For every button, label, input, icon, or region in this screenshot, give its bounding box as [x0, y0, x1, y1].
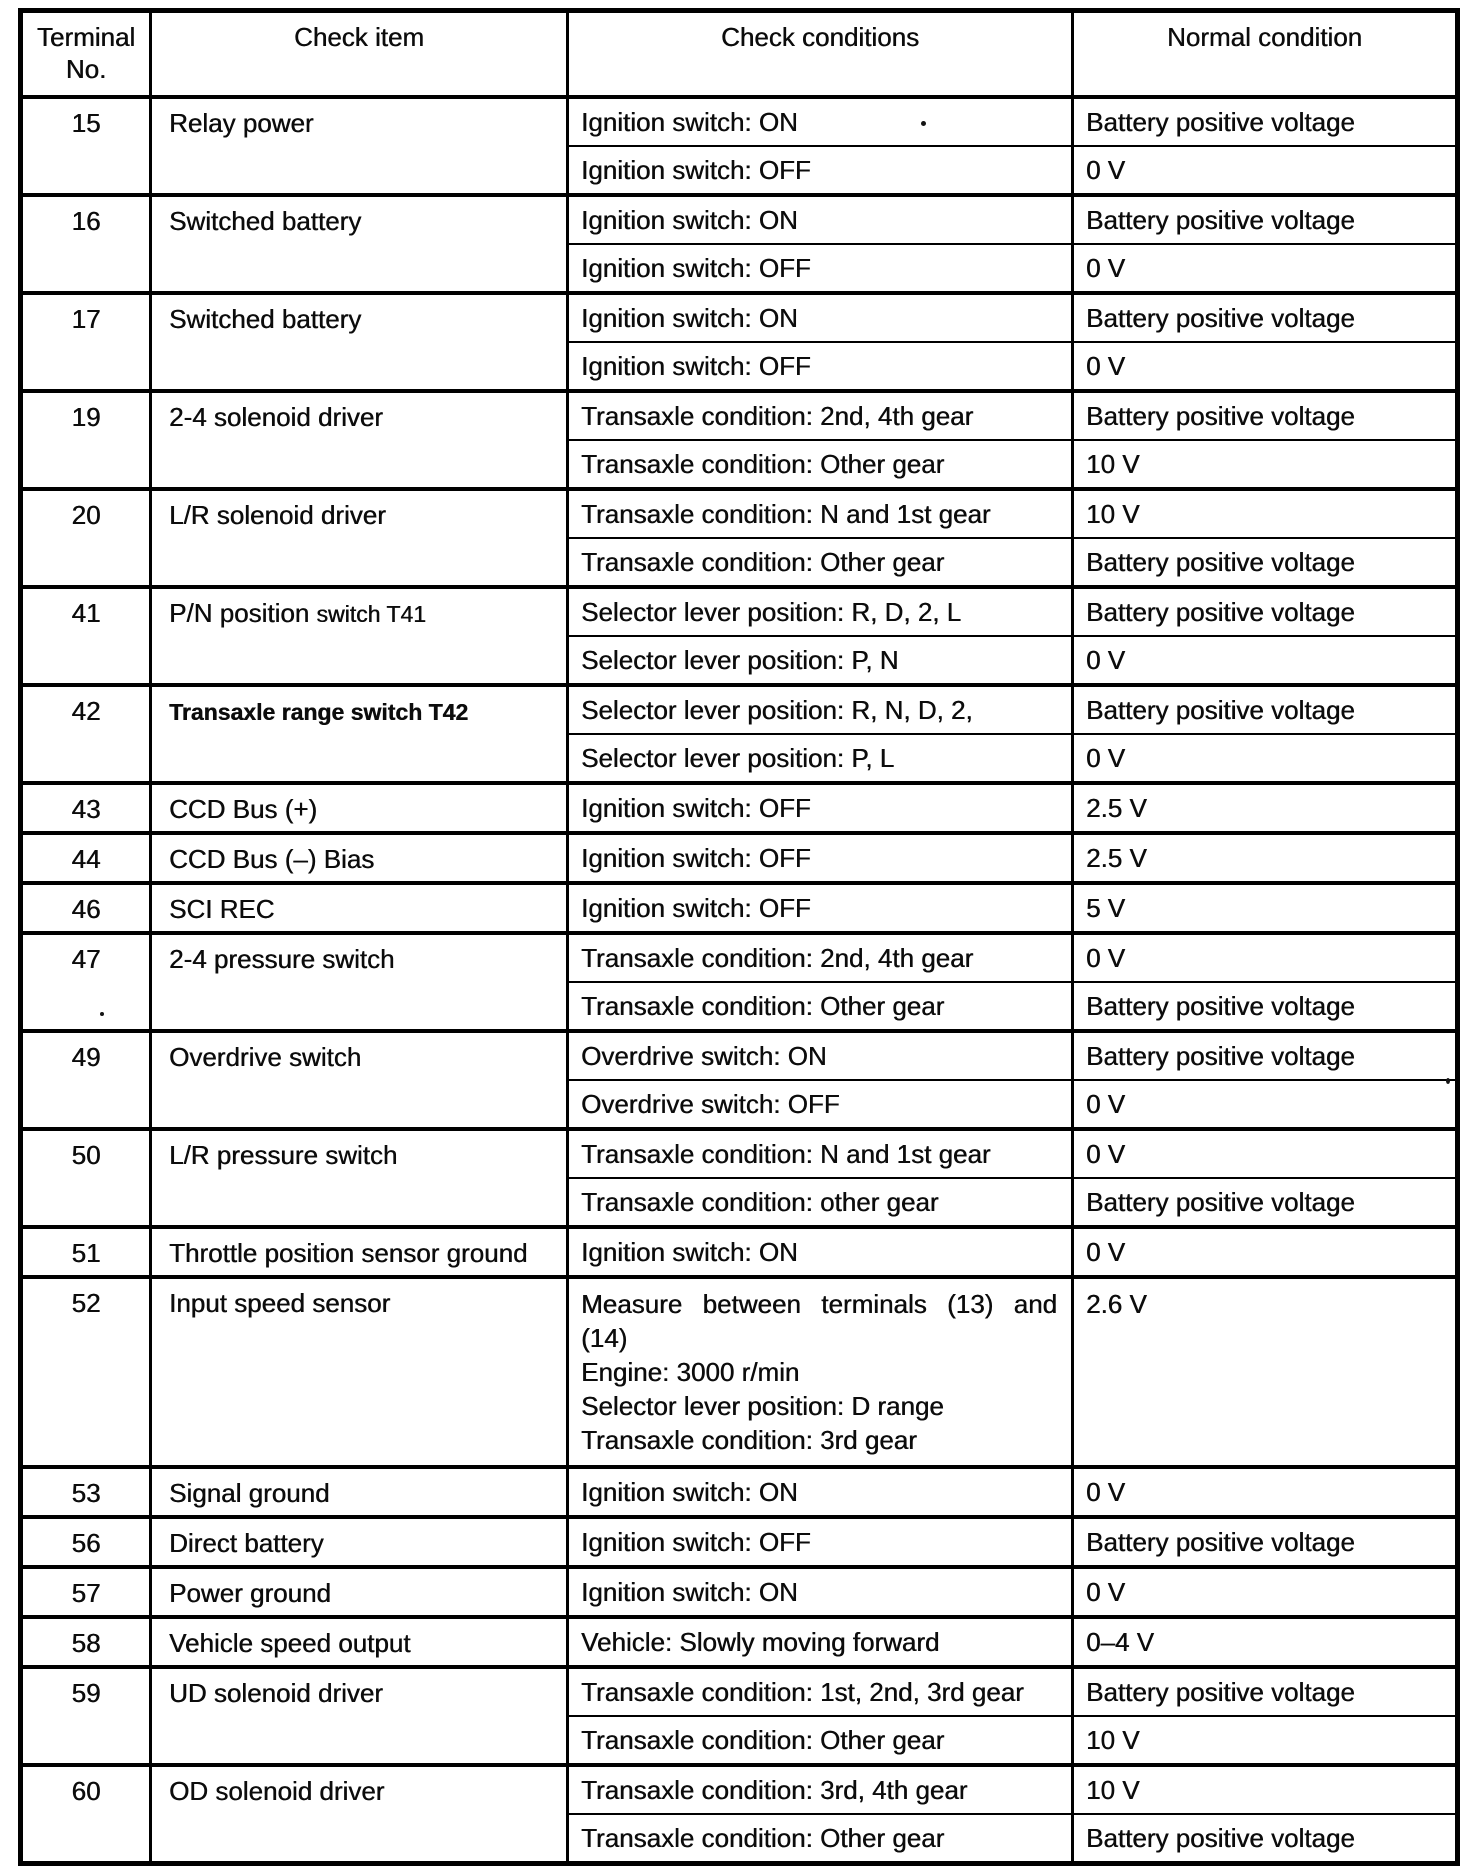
- scan-speck: [100, 1012, 104, 1016]
- column-header-check-item: Check item: [151, 11, 568, 98]
- check-condition-line: Transaxle condition: 3rd gear: [581, 1425, 917, 1455]
- scan-speck: [1446, 1078, 1450, 1084]
- terminal-number-cell: 15: [21, 97, 151, 195]
- check-condition-line: Engine: 3000 r/min: [581, 1357, 800, 1387]
- check-condition-cell: Ignition switch: OFF: [568, 783, 1073, 833]
- terminal-number-cell: 43: [21, 783, 151, 833]
- table-row: [21, 1031, 1458, 1080]
- terminal-number-cell: 51: [21, 1227, 151, 1277]
- normal-condition-cell: Battery positive voltage: [1073, 538, 1458, 587]
- check-item-cell: Power ground: [151, 1567, 568, 1617]
- check-item-cell: L/R pressure switch: [151, 1129, 568, 1227]
- terminal-number-cell: 60: [21, 1765, 151, 1864]
- terminal-number-cell: 41: [21, 587, 151, 685]
- normal-condition-cell: Battery positive voltage: [1073, 1814, 1458, 1864]
- check-item-cell: OD solenoid driver: [151, 1765, 568, 1864]
- normal-condition-cell: 10 V: [1073, 440, 1458, 489]
- check-item-cell: Switched battery: [151, 195, 568, 293]
- check-item-cell: Input speed sensor: [151, 1277, 568, 1467]
- check-condition-cell: Transaxle condition: other gear: [568, 1178, 1073, 1227]
- terminal-number-cell: 16: [21, 195, 151, 293]
- check-condition-cell: [568, 1277, 1073, 1467]
- check-item-cell: [151, 587, 568, 685]
- table-row: [21, 489, 1458, 538]
- normal-condition-cell: 0 V: [1073, 342, 1458, 391]
- terminal-number-cell: 53: [21, 1467, 151, 1517]
- table-row: [21, 1277, 1458, 1467]
- normal-condition-cell: Battery positive voltage: [1073, 1517, 1458, 1567]
- normal-condition-cell: 0 V: [1073, 1080, 1458, 1129]
- check-condition-cell: Ignition switch: OFF: [568, 244, 1073, 293]
- check-item-cell: 2-4 solenoid driver: [151, 391, 568, 489]
- normal-condition-cell: 0 V: [1073, 146, 1458, 195]
- check-item-cell: Vehicle speed output: [151, 1617, 568, 1667]
- check-condition-cell: Overdrive switch: OFF: [568, 1080, 1073, 1129]
- check-item-cell: Signal ground: [151, 1467, 568, 1517]
- scan-speck: [921, 121, 926, 126]
- normal-condition-cell: 10 V: [1073, 1765, 1458, 1814]
- check-item-cell: L/R solenoid driver: [151, 489, 568, 587]
- check-condition-cell: Ignition switch: OFF: [568, 146, 1073, 195]
- normal-condition-cell: Battery positive voltage: [1073, 97, 1458, 146]
- table-row: [21, 293, 1458, 342]
- terminal-number-cell: 59: [21, 1667, 151, 1765]
- check-item-text: Transaxle range switch T42: [169, 699, 469, 725]
- terminal-number-cell: 58: [21, 1617, 151, 1667]
- normal-condition-cell: 0 V: [1073, 933, 1458, 982]
- normal-condition-cell: 0–4 V: [1073, 1617, 1458, 1667]
- normal-condition-cell: Battery positive voltage: [1073, 293, 1458, 342]
- check-item-cell: [151, 685, 568, 783]
- check-condition-cell: Ignition switch: ON: [568, 1467, 1073, 1517]
- check-condition-cell: Ignition switch: ON: [568, 1567, 1073, 1617]
- normal-condition-cell: 0 V: [1073, 636, 1458, 685]
- check-condition-cell: Transaxle condition: Other gear: [568, 982, 1073, 1031]
- table-body: [21, 97, 1458, 1864]
- terminal-number-cell: 49: [21, 1031, 151, 1129]
- normal-condition-cell: 2.5 V: [1073, 833, 1458, 883]
- table-row: [21, 685, 1458, 734]
- check-condition-line: Measure between terminals (13) and (14): [581, 1289, 1057, 1353]
- table-row: [21, 1765, 1458, 1814]
- terminal-check-table: [18, 8, 1460, 1866]
- check-item-cell: Overdrive switch: [151, 1031, 568, 1129]
- check-item-cell: Direct battery: [151, 1517, 568, 1567]
- check-condition-cell: Transaxle condition: Other gear: [568, 538, 1073, 587]
- check-item-cell: 2-4 pressure switch: [151, 933, 568, 1031]
- normal-condition-cell: 0 V: [1073, 1129, 1458, 1178]
- check-condition-cell: Ignition switch: OFF: [568, 883, 1073, 933]
- check-condition-cell: Ignition switch: ON: [568, 293, 1073, 342]
- normal-condition-cell: Battery positive voltage: [1073, 391, 1458, 440]
- check-condition-cell: Transaxle condition: Other gear: [568, 440, 1073, 489]
- check-condition-cell: Ignition switch: OFF: [568, 342, 1073, 391]
- check-condition-cell: Vehicle: Slowly moving forward: [568, 1617, 1073, 1667]
- normal-condition-cell: Battery positive voltage: [1073, 982, 1458, 1031]
- normal-condition-cell: 0 V: [1073, 1467, 1458, 1517]
- terminal-number-cell: 50: [21, 1129, 151, 1227]
- check-condition-cell: Selector lever position: R, D, 2, L: [568, 587, 1073, 636]
- check-condition-cell: Overdrive switch: ON: [568, 1031, 1073, 1080]
- normal-condition-cell: 0 V: [1073, 1567, 1458, 1617]
- normal-condition-cell: 0 V: [1073, 734, 1458, 783]
- terminal-number-cell: 57: [21, 1567, 151, 1617]
- normal-condition-cell: Battery positive voltage: [1073, 685, 1458, 734]
- terminal-number-cell: 56: [21, 1517, 151, 1567]
- check-condition-cell: Selector lever position: P, L: [568, 734, 1073, 783]
- check-condition-cell: Ignition switch: ON: [568, 97, 1073, 146]
- check-condition-cell: Transaxle condition: N and 1st gear: [568, 1129, 1073, 1178]
- terminal-number-cell: 44: [21, 833, 151, 883]
- normal-condition-cell: 10 V: [1073, 489, 1458, 538]
- normal-condition-cell: 2.5 V: [1073, 783, 1458, 833]
- check-condition-cell: Transaxle condition: Other gear: [568, 1716, 1073, 1765]
- table-row: [21, 391, 1458, 440]
- table-row: [21, 1227, 1458, 1277]
- check-item-cell: UD solenoid driver: [151, 1667, 568, 1765]
- terminal-number-cell: 52: [21, 1277, 151, 1467]
- table-row: [21, 1467, 1458, 1517]
- check-condition-cell: Transaxle condition: 1st, 2nd, 3rd gear: [568, 1667, 1073, 1716]
- check-condition-cell: Transaxle condition: 2nd, 4th gear: [568, 933, 1073, 982]
- check-condition-line: Selector lever position: D range: [581, 1391, 944, 1421]
- check-item-cell: CCD Bus (+): [151, 783, 568, 833]
- check-condition-cell: Ignition switch: OFF: [568, 833, 1073, 883]
- check-item-cell: CCD Bus (–) Bias: [151, 833, 568, 883]
- terminal-number-cell: 19: [21, 391, 151, 489]
- terminal-number-cell: 46: [21, 883, 151, 933]
- table-row: [21, 1567, 1458, 1617]
- normal-condition-cell: 10 V: [1073, 1716, 1458, 1765]
- check-condition-cell: Transaxle condition: N and 1st gear: [568, 489, 1073, 538]
- normal-condition-cell: Battery positive voltage: [1073, 1178, 1458, 1227]
- column-header-normal-condition: Normal condition: [1073, 11, 1458, 98]
- check-condition-cell: Transaxle condition: 3rd, 4th gear: [568, 1765, 1073, 1814]
- check-condition-cell: Selector lever position: P, N: [568, 636, 1073, 685]
- table-row: [21, 883, 1458, 933]
- check-condition-cell: Ignition switch: ON: [568, 1227, 1073, 1277]
- check-item-cell: Throttle position sensor ground: [151, 1227, 568, 1277]
- table-row: [21, 587, 1458, 636]
- check-condition-cell: Ignition switch: ON: [568, 195, 1073, 244]
- terminal-number-cell: 47: [21, 933, 151, 1031]
- terminal-number-cell: 42: [21, 685, 151, 783]
- normal-condition-cell: Battery positive voltage: [1073, 1031, 1458, 1080]
- normal-condition-cell: 5 V: [1073, 883, 1458, 933]
- normal-condition-cell: Battery positive voltage: [1073, 587, 1458, 636]
- normal-condition-cell: 0 V: [1073, 1227, 1458, 1277]
- normal-condition-cell: 0 V: [1073, 244, 1458, 293]
- check-condition-cell: Ignition switch: OFF: [568, 1517, 1073, 1567]
- normal-condition-cell: 2.6 V: [1073, 1277, 1458, 1467]
- table-row: [21, 833, 1458, 883]
- check-item-text: P/N position: [169, 598, 317, 628]
- check-condition-cell: Selector lever position: R, N, D, 2,: [568, 685, 1073, 734]
- header-row: [21, 11, 1458, 98]
- table-row: [21, 1129, 1458, 1178]
- check-condition-cell: Transaxle condition: Other gear: [568, 1814, 1073, 1864]
- table-row: [21, 1517, 1458, 1567]
- check-item-cell: Switched battery: [151, 293, 568, 391]
- column-header-terminal-no: Terminal No.: [21, 11, 151, 98]
- check-condition-cell: Transaxle condition: 2nd, 4th gear: [568, 391, 1073, 440]
- terminal-number-cell: 17: [21, 293, 151, 391]
- check-item-cell: Relay power: [151, 97, 568, 195]
- table-row: [21, 1617, 1458, 1667]
- column-header-check-conditions: Check conditions: [568, 11, 1073, 98]
- table-row: [21, 933, 1458, 982]
- check-item-cell: SCI REC: [151, 883, 568, 933]
- table-row: [21, 97, 1458, 146]
- table-row: [21, 783, 1458, 833]
- table-row: [21, 195, 1458, 244]
- check-item-text: switch T41: [316, 601, 426, 627]
- table-row: [21, 1667, 1458, 1716]
- normal-condition-cell: Battery positive voltage: [1073, 1667, 1458, 1716]
- terminal-number-cell: 20: [21, 489, 151, 587]
- normal-condition-cell: Battery positive voltage: [1073, 195, 1458, 244]
